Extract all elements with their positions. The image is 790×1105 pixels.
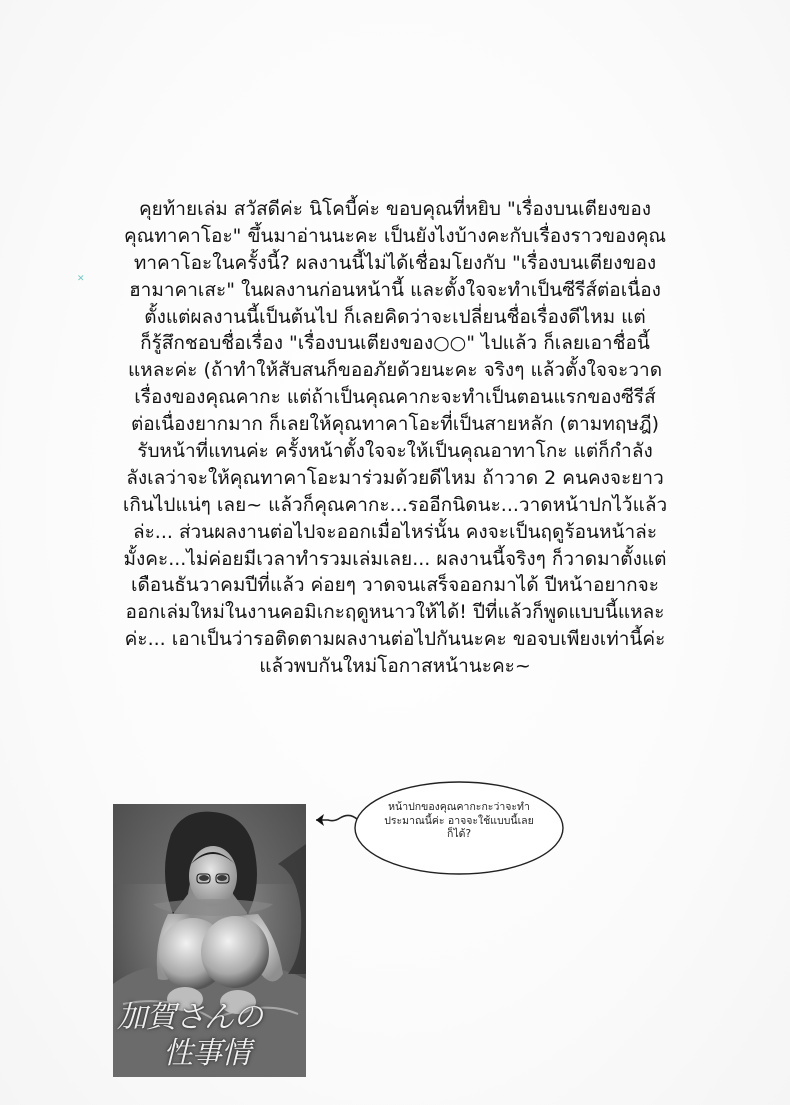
- afterword-line: เรื่องของคุณคากะ แต่ถ้าเป็นคุณคากะจะทำเป็นตอนแรกของซีรีส์: [134, 386, 656, 409]
- afterword-line: ตั้งแต่ผลงานนี้เป็นต้นไป ก็เลยคิดว่าจะเปลี่ยนชื่อเรื่องดีไหม แต่: [144, 305, 646, 328]
- afterword-line: ค่ะ... เอาเป็นว่ารอติดตามผลงานต่อไปกันนะคะ ขอจบเพียงเท่านี้ค่ะ: [124, 628, 666, 651]
- afterword-line: ต่อเนื่องยากมาก ก็เลยให้คุณทาคาโอะที่เป็นสายหลัก (ตามทฤษฎี): [130, 413, 660, 436]
- cover-illustration: [113, 804, 306, 1077]
- cover-title-line1: 加賀さんの: [117, 1000, 262, 1035]
- cover-title: [117, 1000, 306, 1072]
- bubble-text: [361, 801, 557, 842]
- afterword-line: แล้วพบกันใหม่โอกาสหน้านะคะ~: [259, 655, 531, 678]
- afterword-line: คุยท้ายเล่ม สวัสดีค่ะ นิโคบี้ค่ะ ขอบคุณที่หยิบ "เรื่องบนเตียงของ: [138, 198, 652, 220]
- afterword-line: ล่ะ... ส่วนผลงานต่อไปจะออกเมื่อไหร่นั้น คงจะเป็นฤดูร้อนหน้าล่ะ: [132, 520, 658, 543]
- afterword-line: มั้งคะ...ไม่ค่อยมีเวลาทำรวมเล่มเลย... ผลงานนี้จริงๆ ก็วาดมาตั้งแต่: [123, 547, 667, 570]
- afterword-line: ออกเล่มใหม่ในงานคอมิเกะฤดูหนาวให้ได้! ปีที่แล้วก็พูดแบบนี้แหละ: [125, 601, 665, 624]
- speech-bubble: [347, 776, 567, 878]
- afterword-line: ทาคาโอะในครั้งนี้? ผลงานนี้ไม่ได้เชื่อมโยงกับ "เรื่องบนเตียงของ: [133, 251, 657, 274]
- bubble-line: ประมาณนี้ค่ะ อาจจะใช้แบบนี้เลย: [384, 814, 534, 827]
- afterword-line: แหละค่ะ (ถ้าทำให้สับสนก็ขออภัยด้วยนะคะ จริงๆ แล้วตั้งใจจะวาด: [127, 359, 663, 382]
- afterword-line: ก็รู้สึกชอบชื่อเรื่อง "เรื่องบนเตียงของ○○" ไปแล้ว ก็เลยเอาชื่อนี้: [140, 332, 650, 355]
- bubble-line: ก็ได้?: [446, 828, 472, 840]
- afterword-line: เดือนธันวาคมปีที่แล้ว ค่อยๆ วาดจนเสร็จออกมาได้ ปีหน้าอยากจะ: [130, 574, 660, 597]
- afterword-line: เกินไปแน่ๆ เลย~ แล้วก็คุณคากะ...รออีกนิดนะ...วาดหน้าปกไว้แล้ว: [122, 493, 668, 516]
- bubble-line: หน้าปกของคุณคากะกะว่าจะทำ: [388, 801, 530, 813]
- stray-mark: ✕: [77, 274, 85, 284]
- cover-title-line2: 性事情: [163, 1036, 250, 1071]
- afterword-line: ลังเลว่าจะให้คุณทาคาโอะมาร่วมด้วยดีไหม ถ้าวาด 2 คนคงจะยาว: [126, 466, 664, 489]
- afterword-line: คุณทาคาโอะ" ขึ้นมาอ่านนะคะ เป็นยังไงบ้างคะกับเรื่องราวของคุณ: [123, 224, 667, 247]
- afterword-line: รับหน้าที่แทนค่ะ ครั้งหน้าตั้งใจจะให้เป็นคุณอาทาโกะ แต่ก็กำลัง: [137, 440, 653, 463]
- afterword-line: ฮามาคาเสะ" ในผลงานก่อนหน้านี้ และตั้งใจจะทำเป็นซีรีส์ต่อเนื่อง: [129, 278, 661, 301]
- afterword-text: [70, 196, 720, 680]
